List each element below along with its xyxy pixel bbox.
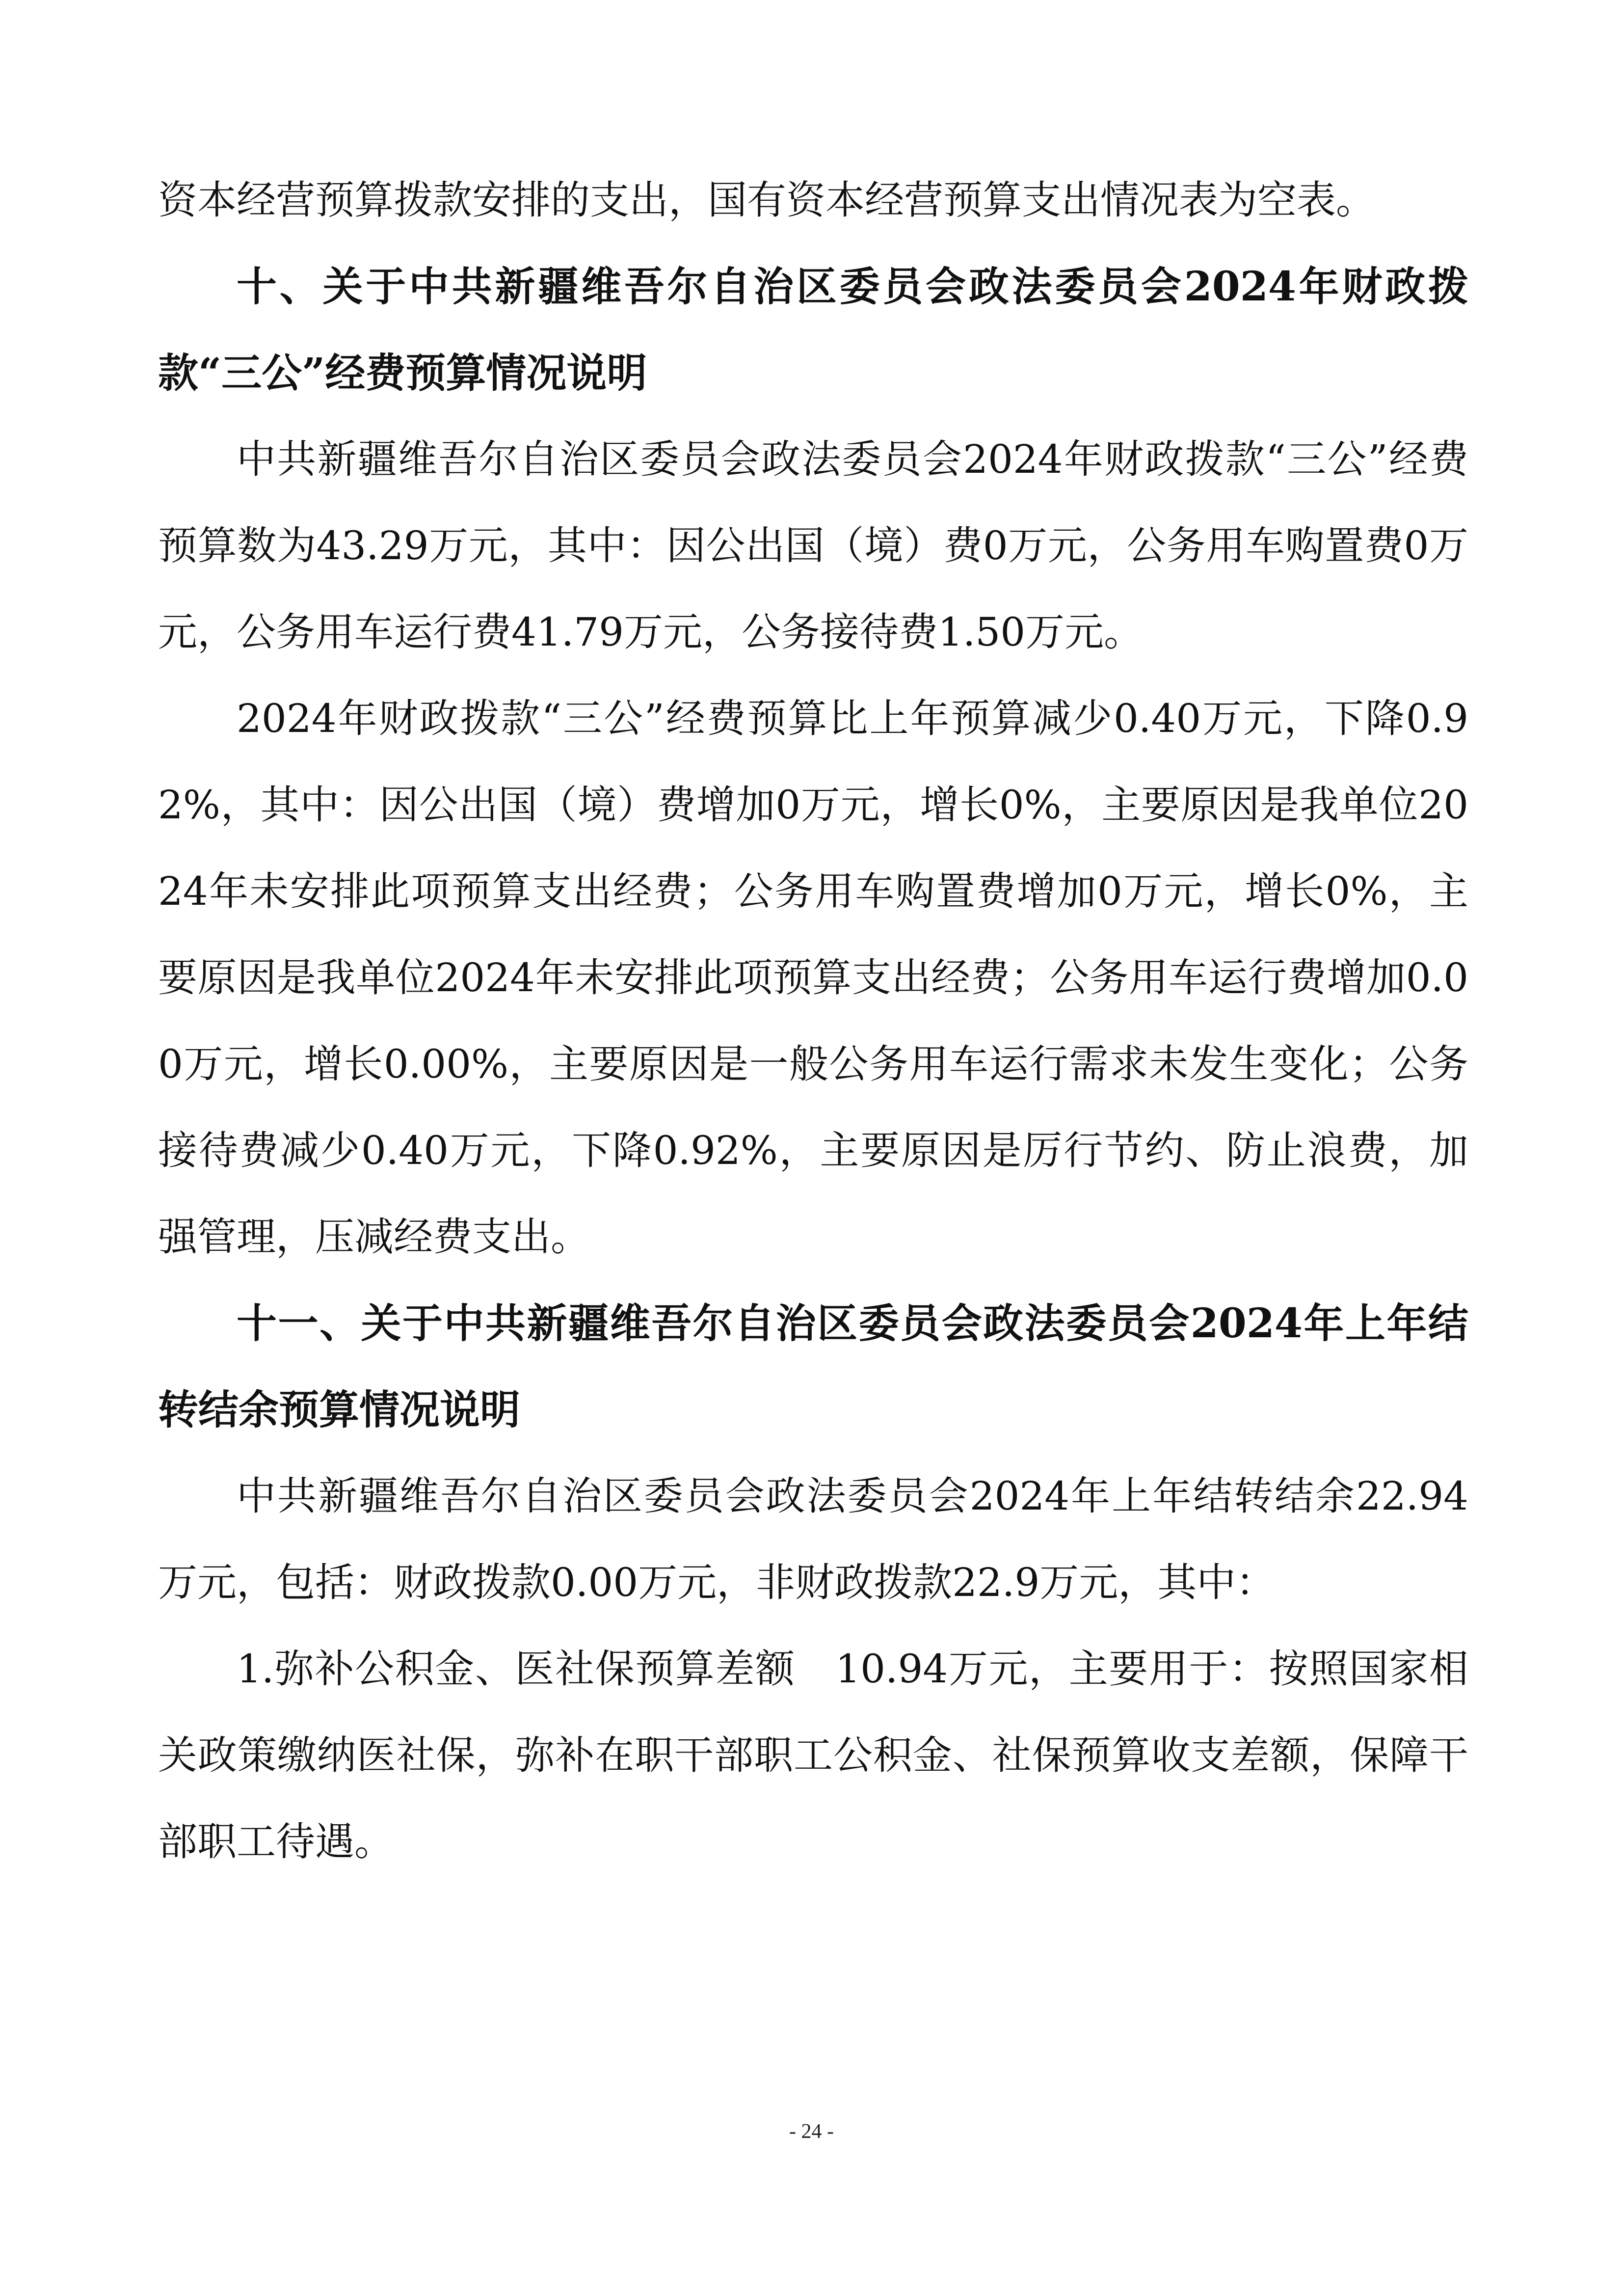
paragraph-capital-budget-note: 资本经营预算拨款安排的支出，国有资本经营预算支出情况表为空表。 (158, 177, 1375, 223)
paragraph-three-public-budget: 中共新疆维吾尔自治区委员会政法委员会2024年财政拨款“三公”经费预算数为43.29万元，其中：因公出国（境）费0万元，公务用车购置费0万元，公务用车运行费41.79万元，公务接待费1.50万元。 (158, 436, 1468, 655)
section-heading-eleven: 十一、关于中共新疆维吾尔自治区委员会政法委员会2024年上年结转结余预算情况说明 (158, 1300, 1468, 1433)
page-number: - 24 - (789, 2120, 834, 2143)
section-heading-ten: 十、关于中共新疆维吾尔自治区委员会政法委员会2024年财政拨款“三公”经费预算情况说明 (158, 263, 1468, 397)
paragraph-three-public-change: 2024年财政拨款“三公”经费预算比上年预算减少0.40万元，下降0.92%，其中：因公出国（境）费增加0万元，增长0%，主要原因是我单位2024年未安排此项预算支出经费；公务用车购置费增加0万元，增长0%，主要原因是我单位2024年未安排此项预算支出经费；公务用车运行费增加0.00万元，增长0.00%，主要原因是一般公务用车运行需求未发生变化；公务接待费减少0.40万元，下降0.92%，主要原因是厉行节约、防止浪费，加强管理，压减经费支出。 (158, 696, 1468, 1260)
document-body (158, 157, 1468, 1885)
paragraph-carryover-summary: 中共新疆维吾尔自治区委员会政法委员会2024年上年结转结余22.94万元，包括：财政拨款0.00万元，非财政拨款22.9万元，其中： (158, 1473, 1468, 1605)
paragraph-carryover-item-1: 1.弥补公积金、医社保预算差额 10.94万元，主要用于：按照国家相关政策缴纳医社保，弥补在职干部职工公积金、社保预算收支差额，保障干部职工待遇。 (158, 1646, 1468, 1864)
